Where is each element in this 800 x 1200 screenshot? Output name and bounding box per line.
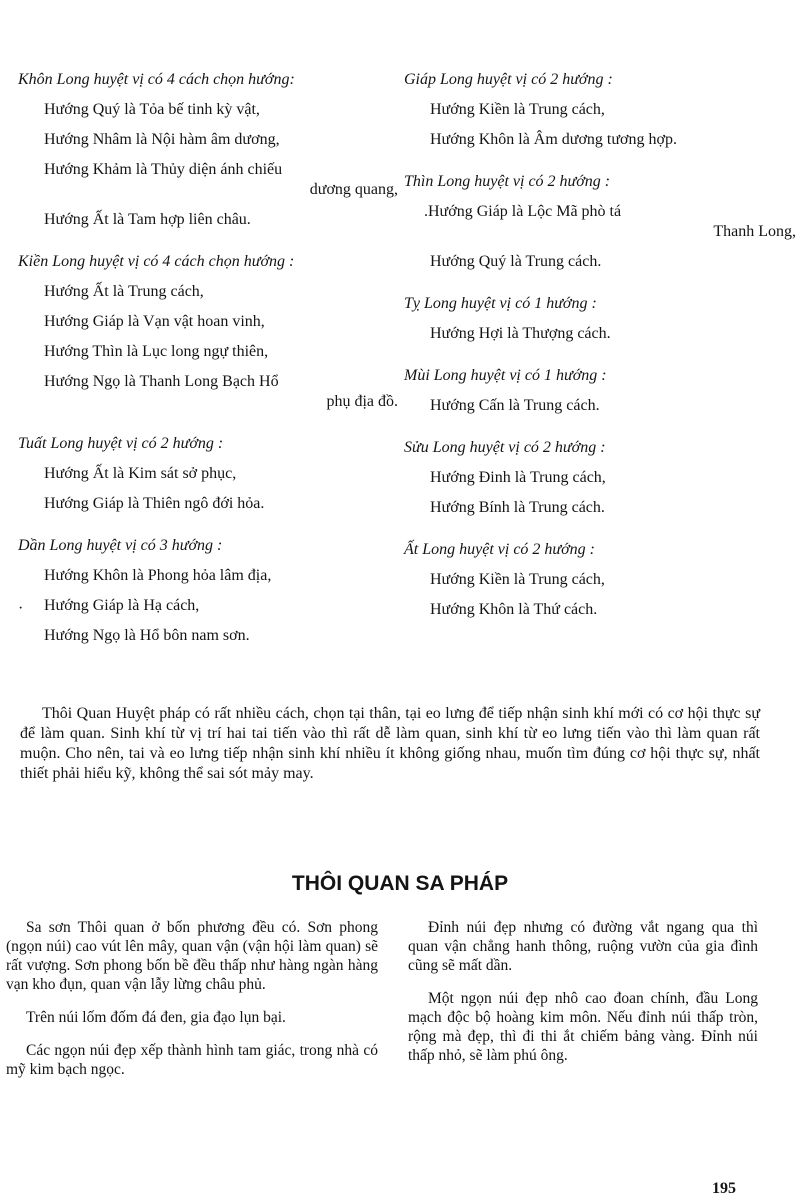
verse-line: Hướng Giáp là Thiên ngô đới hỏa. bbox=[44, 495, 265, 512]
verse-line: Hướng Cấn là Trung cách. bbox=[430, 397, 600, 414]
bottom-left-column bbox=[6, 918, 378, 1093]
verse-heading: Khôn Long huyệt vị có 4 cách chọn hướng: bbox=[18, 71, 295, 88]
verse-line-text: .Hướng Giáp là Lộc Mã phò tá bbox=[424, 203, 622, 220]
verse-line-text: Hướng Khảm là Thủy diện ánh chiếu bbox=[44, 161, 283, 178]
verse-line: Hướng Đinh là Trung cách, bbox=[430, 469, 606, 486]
verse-heading: Thìn Long huyệt vị có 2 hướng : bbox=[404, 173, 611, 190]
verse-heading: Sửu Long huyệt vị có 2 hướng : bbox=[404, 439, 606, 456]
verse-heading: Dần Long huyệt vị có 3 hướng : bbox=[18, 537, 223, 554]
right-column bbox=[404, 70, 796, 642]
verse-line: Hướng Ất là Kim sát sở phục, bbox=[44, 465, 237, 482]
verse-line: Hướng Ất là Tam hợp liên châu. bbox=[44, 211, 251, 228]
verse-line-continuation: dương quang, bbox=[309, 181, 398, 198]
verse-group bbox=[404, 540, 796, 620]
verse-heading: Giáp Long huyệt vị có 2 hướng : bbox=[404, 71, 613, 88]
section-title: THÔI QUAN SA PHÁP bbox=[291, 872, 509, 895]
verse-line: Hướng Thìn là Lục long ngự thiên, bbox=[44, 343, 269, 360]
left-column bbox=[18, 70, 398, 668]
verse-line: Hướng Giáp là Vạn vật hoan vinh, bbox=[44, 313, 265, 330]
bullet-mark: · bbox=[18, 600, 24, 617]
body-paragraph: Đỉnh núi đẹp nhưng có đường vắt ngang qua thì quan vận chẳng hanh thông, ruộng vườn của gia đình cũng sẽ mất dần. bbox=[408, 919, 758, 974]
verse-line: Hướng Ngọ là Hổ bôn nam sơn. bbox=[44, 627, 250, 644]
verse-line bbox=[44, 160, 398, 200]
verse-line: Hướng Ất là Trung cách, bbox=[44, 283, 204, 300]
verse-group bbox=[404, 294, 796, 344]
bottom-right-column bbox=[408, 918, 758, 1079]
verse-line: Hướng Khôn là Thứ cách. bbox=[430, 601, 598, 618]
verse-group bbox=[404, 70, 796, 150]
verse-group bbox=[18, 434, 398, 514]
verse-line: Hướng Quý là Trung cách. bbox=[430, 253, 602, 270]
body-paragraph: Một ngọn núi đẹp nhô cao đoan chính, đầu Long mạch độc bộ hoàng kim môn. Nếu đỉnh núi thấp tròn, rộng mà đẹp, thì đi thi ắt chiếm bảng vàng. Đỉnh núi thấp nhỏ, sẽ làm phú ông. bbox=[408, 990, 758, 1064]
verse-line bbox=[44, 372, 398, 412]
body-paragraph: Trên núi lốm đốm đá đen, gia đạo lụn bại. bbox=[26, 1009, 286, 1026]
body-paragraph: Các ngọn núi đẹp xếp thành hình tam giác, trong nhà có mỹ kim bạch ngọc. bbox=[6, 1042, 378, 1078]
verse-line bbox=[424, 202, 796, 242]
verse-heading: Mùi Long huyệt vị có 1 hướng : bbox=[404, 367, 607, 384]
verse-line: Hướng Kiền là Trung cách, bbox=[430, 101, 605, 118]
verse-group bbox=[18, 536, 398, 646]
verse-line: Hướng Giáp là Hạ cách, bbox=[44, 597, 200, 614]
verse-line-continuation: phụ địa đồ. bbox=[326, 393, 398, 410]
verse-line: Hướng Kiền là Trung cách, bbox=[430, 571, 605, 588]
verse-group bbox=[18, 252, 398, 412]
verse-group bbox=[18, 70, 398, 230]
verse-line: Hướng Khôn là Phong hỏa lâm địa, bbox=[44, 567, 272, 584]
verse-group bbox=[404, 438, 796, 518]
verse-line-text: Hướng Ngọ là Thanh Long Bạch Hổ bbox=[44, 373, 279, 390]
verse-group bbox=[404, 172, 796, 272]
body-paragraph: Thôi Quan Huyệt pháp có rất nhiều cách, chọn tại thân, tại eo lưng để tiếp nhận sinh khí mới có cơ hội thực sự để làm quan. Sinh khí từ vị trí hai tai tiến vào thì rất dễ làm quan, sinh khí từ eo lưng tiến vào thì làm quan rất muộn. Cho nên, tai và eo lưng tiếp nhận sinh khí nhiều ít không giống nhau, muốn tìm đúng cơ hội thực sự, nhất thiết phải hiểu kỹ, không thể sai sót mảy may. bbox=[20, 705, 760, 782]
page-number: 195 bbox=[712, 1180, 736, 1197]
verse-line: Hướng Quý là Tỏa bế tinh kỳ vật, bbox=[44, 101, 260, 118]
verse-heading: Kiền Long huyệt vị có 4 cách chọn hướng : bbox=[18, 253, 295, 270]
verse-line: Hướng Nhâm là Nội hàm âm dương, bbox=[44, 131, 280, 148]
verse-line: Hướng Hợi là Thượng cách. bbox=[430, 325, 611, 342]
verse-line: Hướng Khôn là Âm dương tương hợp. bbox=[430, 131, 677, 148]
verse-line: Hướng Bính là Trung cách. bbox=[430, 499, 605, 516]
verse-line-continuation: Thanh Long, bbox=[713, 223, 796, 240]
body-paragraph: Sa sơn Thôi quan ở bốn phương đều có. Sơn phong (ngọn núi) cao vút lên mây, quan vận (vận hội làm quan) sẽ rất vượng. Sơn phong bốn bề đều thấp như hàng ngàn hàng vạn kho đụn, quan vận lẫy lừng châu phủ. bbox=[6, 919, 378, 993]
verse-group bbox=[404, 366, 796, 416]
verse-heading: Tuất Long huyệt vị có 2 hướng : bbox=[18, 435, 224, 452]
verse-heading: Tỵ Long huyệt vị có 1 hướng : bbox=[404, 295, 597, 312]
verse-heading: Ất Long huyệt vị có 2 hướng : bbox=[404, 541, 596, 558]
